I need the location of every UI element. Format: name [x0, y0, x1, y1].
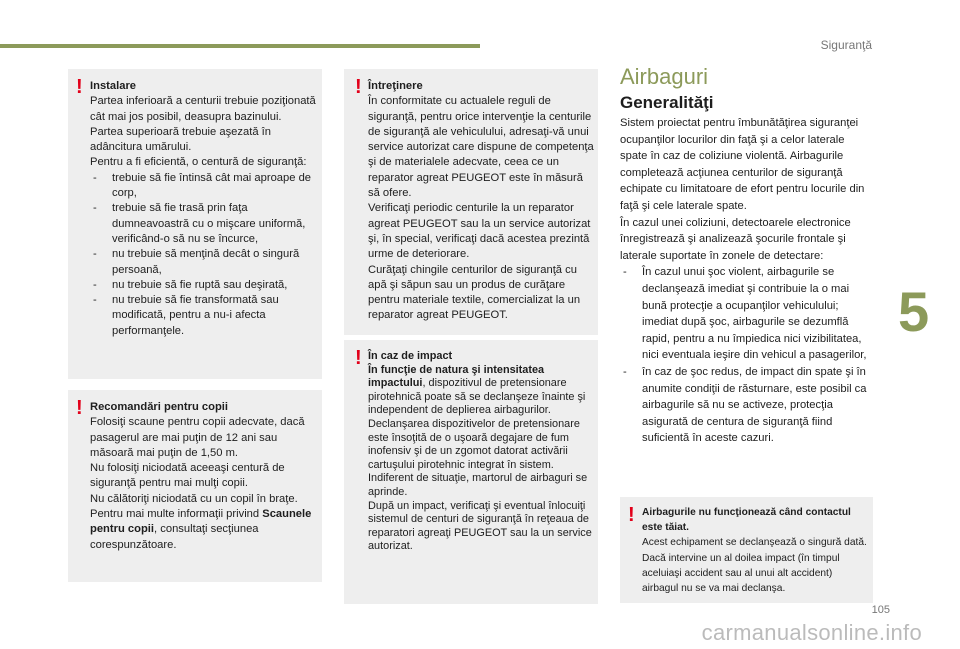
list-item: - trebuie să fie trasă prin faţa dumneavoastră cu o mişcare uniformă, verificând-o să nu se încurce, — [90, 201, 318, 247]
impact-title: În caz de impact — [368, 350, 453, 362]
installation-p3: Pentru a fi eficientă, o centură de siguranţă: — [90, 156, 307, 169]
installation-p2: Partea superioară trebuie aşezată în adâncitura umărului. — [90, 125, 271, 154]
page-number: 105 — [871, 604, 890, 616]
impact-warning-box — [344, 340, 598, 604]
maintenance-p2: Verificaţi periodic centurile la un reparator agreat PEUGEOT sau la un service autorizat şi, în special, verificaţi dacă acestea prezintă urme de deteriorare. — [368, 202, 591, 261]
impact-p1: În funcţie de natura şi intensitatea impactului, dispozitivul de pretensionare pirotehnică poate să se declanşeze înainte şi independent de deplierea airbagurilor. Declanşarea dispozitivelor de pretensionare este însoţită de o uşoară degajare de fum inofensiv şi de un zgomot datorat activării cartuşului pirotehnic integrat în sistem. — [368, 363, 586, 471]
list-item: - nu trebuie să menţină decât o singură persoană, — [90, 247, 318, 278]
airbags-p1: Sistem proiectat pentru îmbunătăţirea siguranţei ocupanţilor locurilor din faţă şi a celor laterale spate în caz de coliziune violentă. Airbagurile completează acţiunea centurilor de siguranţă echipate cu limitatoare de efort pentru locurile din faţă şi cele laterale spate. — [620, 117, 865, 212]
airbag-warning-box — [620, 497, 873, 603]
installation-title: Instalare — [90, 80, 137, 92]
list-item: - În cazul unui şoc violent, airbagurile se declanşează imediat şi contribuie la o mai bună protecţie a ocupanţilor vehiculului; imediat după şoc, airbagurile se dezumflă rapid, pentru a nu împiedica nici vizibilitatea, nici eventuala ieşire din vehicul a pasagerilor, — [620, 264, 874, 364]
airbags-heading: Airbaguri — [620, 64, 709, 89]
header-accent-bar — [0, 44, 480, 48]
installation-p1: Partea inferioară a centurii trebuie poziţionată cât mai jos posibil, deasupra bazinului. — [90, 95, 316, 123]
maintenance-warning-box — [344, 69, 598, 335]
airbag-warning-p1: Acest echipament se declanşează o singură dată. Dacă intervine un al doilea impact (în timpul aceluiaşi accident sau al unui alt accident) airbagul nu se va mai declanşa. — [642, 537, 867, 595]
child-p4: Pentru mai multe informaţii privind Scaunele pentru copii, consultaţi secţiunea corespunzătoare. — [90, 508, 312, 551]
installation-warning-box — [68, 69, 322, 379]
child-p2: Nu folosiţi niciodată aceeaşi centură de siguranţă pentru mai mulţi copii. — [90, 462, 285, 490]
maintenance-p1: În conformitate cu actualele reguli de siguranţă, pentru orice intervenţie la centurile de siguranţă ale vehiculului, adresaţi-vă unui service autorizat care dispune de competenţa şi de materialele adecvate, ceea ce un reparator agreat PEUGEOT este în măsură să ofere. — [368, 95, 594, 200]
section-title: Siguranţă — [820, 38, 872, 52]
child-p1: Folosiţi scaune pentru copii adecvate, dacă pasagerul are mai puţin de 12 ani sau măsoară mai puţin de 1,50 m. — [90, 416, 305, 459]
airbags-body — [620, 115, 874, 447]
generalities-subheading: Generalităţi — [620, 93, 714, 112]
list-item: - în caz de şoc redus, de impact din spate şi în anumite condiţii de răsturnare, este posibil ca airbagurile să nu se activeze, protecţia asigurată de centura de siguranţă fiind suficientă în aceste cazuri. — [620, 364, 874, 447]
warning-icon: ! — [355, 76, 362, 98]
maintenance-p3: Curăţaţi chingile centurilor de siguranţă cu apă şi săpun sau un produs de curăţare pentru materiale textile, comercializat la un reparator agreat PEUGEOT. — [368, 263, 581, 322]
list-item: - nu trebuie să fie transformată sau modificată, pentru a nu-i afecta performanţele. — [90, 293, 318, 339]
airbag-warning-title: Airbagurile nu funcţionează când contactul este tăiat. — [642, 507, 851, 534]
list-item: - nu trebuie să fie ruptă sau deşirată, — [90, 278, 318, 293]
impact-p3: După un impact, verificaţi şi eventual înlocuiţi sistemul de centuri de siguranţă în reţeaua de reparatori agreaţi PEUGEOT sau la un service autorizat. — [368, 499, 592, 553]
child-recommendations-box — [68, 390, 322, 582]
impact-p2: Indiferent de situaţie, martorul de airbaguri se aprinde. — [368, 472, 588, 498]
chapter-number: 5 — [898, 280, 930, 343]
child-seats-reference: Scaunele pentru copii — [90, 508, 312, 536]
child-title: Recomandări pentru copii — [90, 401, 229, 413]
warning-icon: ! — [355, 347, 362, 369]
watermark: carmanualsonline.info — [701, 620, 922, 645]
warning-icon: ! — [628, 504, 635, 526]
list-item: - trebuie să fie întinsă cât mai aproape de corp, — [90, 171, 318, 202]
child-p3: Nu călătoriţi niciodată cu un copil în braţe. — [90, 492, 298, 505]
warning-icon: ! — [76, 397, 83, 419]
maintenance-title: Întreţinere — [368, 80, 423, 92]
airbags-p2: În cazul unei coliziuni, detectoarele electronice înregistrează şi analizează şocurile frontale şi laterale suportate în zonele de detectare: — [620, 216, 851, 262]
warning-icon: ! — [76, 76, 83, 98]
